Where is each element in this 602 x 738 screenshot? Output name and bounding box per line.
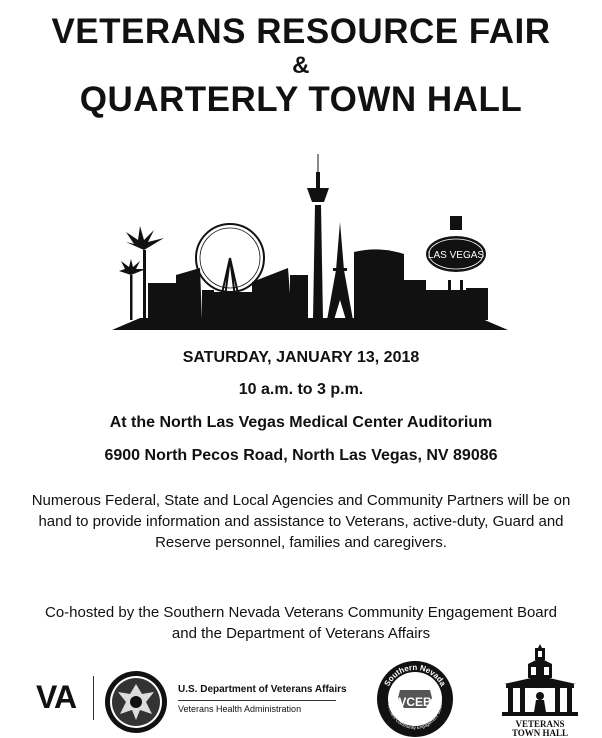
va-seal-icon <box>104 670 168 734</box>
cohost-line-2: and the Department of Veterans Affairs <box>171 625 431 642</box>
vceb-bottom-text: Veterans Community Engagement Board <box>386 702 444 731</box>
event-date: SATURDAY, JANUARY 13, 2018 <box>182 349 420 366</box>
cohost-text <box>30 602 572 644</box>
sponsor-logos <box>0 640 602 738</box>
va-logo: VA <box>36 679 77 715</box>
vceb-top-text: Southern Nevada <box>382 662 448 688</box>
event-venue: At the North Las Vegas Medical Center Auditorium <box>109 414 493 431</box>
title-line-2: QUARTERLY TOWN HALL <box>79 80 523 119</box>
skyline-illustration <box>110 150 510 332</box>
town-hall-logo-line-2: TOWN HALL <box>511 728 569 738</box>
title-line-1: VETERANS RESOURCE FAIR <box>51 12 551 51</box>
event-time: 10 a.m. to 3 p.m. <box>238 381 364 398</box>
va-divider <box>93 676 94 720</box>
va-department-name: U.S. Department of Veterans Affairs <box>178 684 347 695</box>
vceb-center-text: VCEB <box>398 695 432 709</box>
event-address: 6900 North Pecos Road, North Las Vegas, NV 89086 <box>104 447 498 464</box>
las-vegas-sign-text: LAS VEGAS <box>427 250 485 261</box>
town-hall-logo-text <box>490 720 590 738</box>
title-ampersand: & <box>292 52 310 79</box>
cohost-line-1: Co-hosted by the Southern Nevada Veterans Community Engagement Board <box>45 604 557 621</box>
vceb-seal-icon <box>376 660 454 738</box>
town-hall-building-icon <box>498 640 582 720</box>
va-name-rule <box>178 700 336 701</box>
event-description: Numerous Federal, State and Local Agencies and Community Partners will be on hand to provide information and assistance to Veterans, active-duty, Guard and Reserve personnel, families and caregivers. <box>31 492 571 551</box>
town-hall-logo-line-1: VETERANS <box>515 719 565 729</box>
vha-name: Veterans Health Administration <box>178 704 302 714</box>
